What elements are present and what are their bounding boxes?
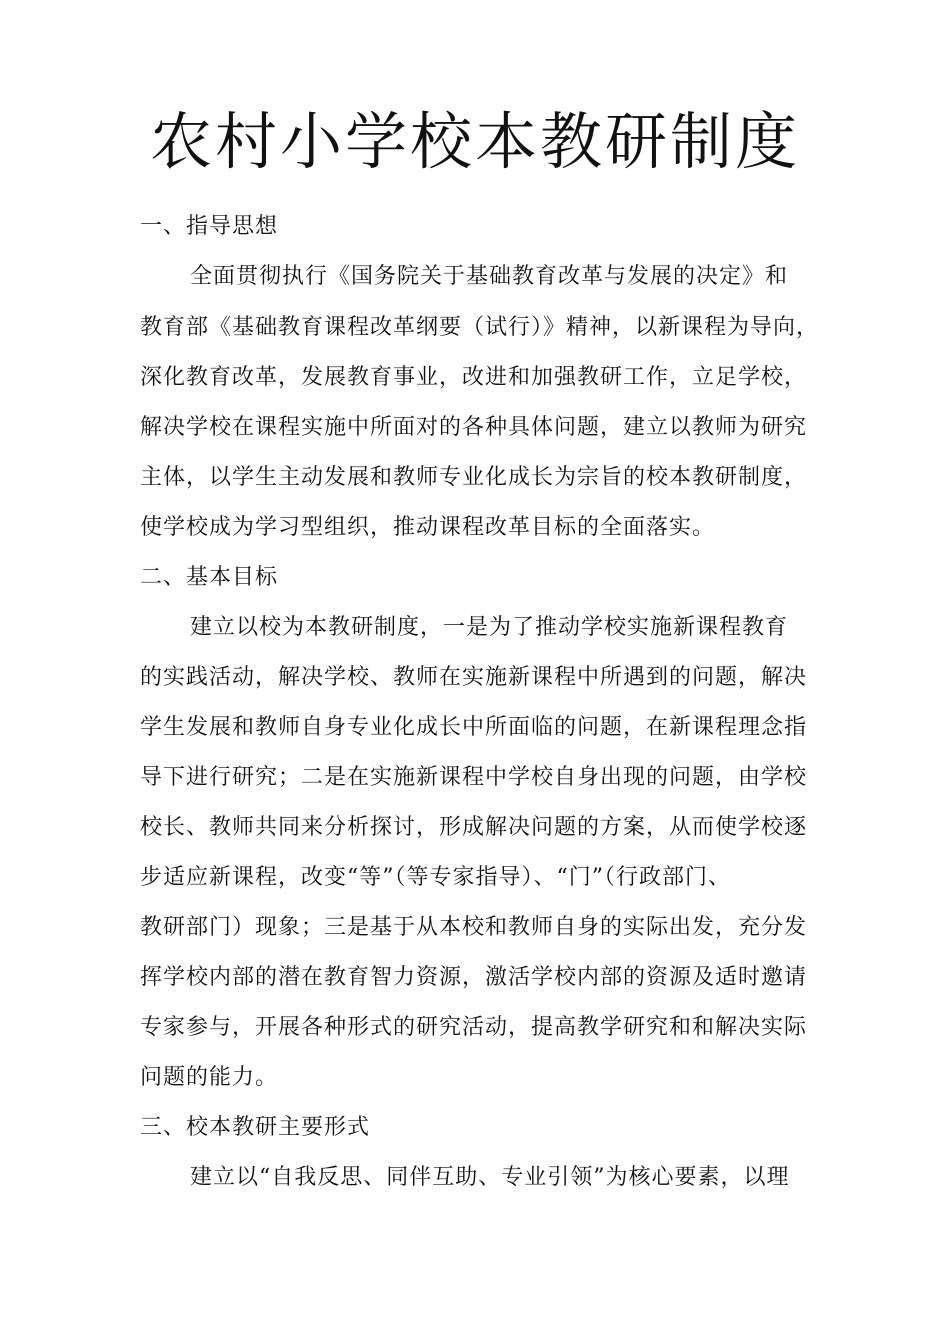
paragraph-line: 挥学校内部的潜在教育智力资源，激活学校内部的资源及适时邀请 bbox=[140, 965, 808, 990]
document-title: 农村小学校本教研制度 bbox=[149, 105, 800, 178]
paragraph-line: 步适应新课程，改变“等”（等专家指导）、“门”（行政部门、 bbox=[140, 865, 731, 890]
paragraph-line: 建立以“自我反思、同伴互助、专业引领”为核心要素，以理 bbox=[190, 1165, 790, 1190]
paragraph-line: 教研部门）现象；三是基于从本校和教师自身的实际出发，充分发 bbox=[140, 915, 808, 940]
paragraph-line: 深化教育改革，发展教育事业，改进和加强教研工作，立足学校， bbox=[140, 365, 808, 390]
paragraph-line: 的实践活动，解决学校、教师在实施新课程中所遇到的问题，解决 bbox=[140, 665, 808, 690]
section-heading: 一、指导思想 bbox=[140, 214, 279, 239]
paragraph-line: 主体，以学生主动发展和教师专业化成长为宗旨的校本教研制度， bbox=[140, 465, 808, 490]
paragraph-line: 专家参与，开展各种形式的研究活动，提高教学研究和和解决实际 bbox=[140, 1015, 808, 1040]
paragraph-line: 解决学校在课程实施中所面对的各种具体问题，建立以教师为研究 bbox=[140, 415, 808, 440]
section-heading: 二、基本目标 bbox=[140, 565, 279, 590]
paragraph-line: 校长、教师共同来分析探讨，形成解决问题的方案，从而使学校逐 bbox=[140, 815, 808, 840]
paragraph-line: 问题的能力。 bbox=[140, 1065, 279, 1090]
paragraph-line: 教育部《基础教育课程改革纲要（试行）》精神，以新课程为导向， bbox=[140, 315, 820, 340]
paragraph-line: 使学校成为学习型组织，推动课程改革目标的全面落实。 bbox=[140, 515, 716, 540]
paragraph-line: 导下进行研究；二是在实施新课程中学校自身出现的问题，由学校 bbox=[140, 765, 808, 790]
section-heading: 三、校本教研主要形式 bbox=[140, 1115, 371, 1140]
paragraph-line: 建立以校为本教研制度，一是为了推动学校实施新课程教育 bbox=[190, 615, 789, 640]
paragraph-line: 学生发展和教师自身专业化成长中所面临的问题，在新课程理念指 bbox=[140, 715, 808, 740]
paragraph-line: 全面贯彻执行《国务院关于基础教育改革与发展的决定》和 bbox=[190, 264, 789, 289]
